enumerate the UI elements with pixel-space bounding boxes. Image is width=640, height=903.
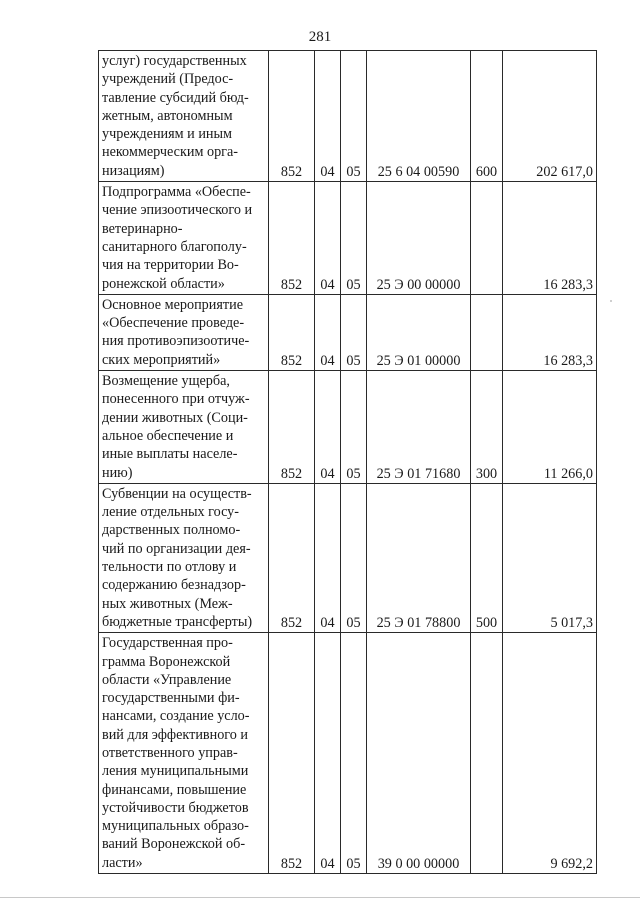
cell-amount: 9 692,2 (503, 633, 597, 874)
cell-expense-type (471, 294, 503, 370)
name-line: ния противоэпизоотиче- (102, 333, 250, 350)
cell-target-article: 39 0 00 00000 (367, 633, 471, 874)
cell-name (99, 633, 269, 874)
name-line: бюджетные трансферты) (102, 613, 253, 630)
cell-expense-type (471, 633, 503, 874)
cell-ministry: 852 (269, 182, 315, 295)
cell-amount: 16 283,3 (503, 182, 597, 295)
name-line: ветеринарно- (102, 220, 183, 237)
name-line: некоммерческим орга- (102, 144, 238, 161)
table-body (99, 51, 597, 874)
name-line: альное обеспечение и (102, 427, 234, 444)
name-line: ласти» (102, 854, 143, 871)
name-line: государственными фи- (102, 690, 240, 707)
name-line: нию) (102, 464, 133, 481)
table-row (99, 483, 597, 632)
cell-section: 04 (315, 633, 341, 874)
cell-name (99, 483, 269, 632)
name-line: жетным, автономным (102, 107, 233, 124)
cell-expense-type: 600 (471, 51, 503, 182)
page-number: 281 (308, 29, 332, 45)
name-line: дарственных полномо- (102, 522, 241, 539)
name-line: низациям) (102, 162, 165, 179)
cell-target-article: 25 Э 01 71680 (367, 371, 471, 484)
name-line: устойчивости бюджетов (102, 799, 249, 816)
name-line: финансами, повышение (102, 781, 247, 798)
name-line: «Обеспечение проведе- (102, 315, 245, 332)
cell-ministry: 852 (269, 51, 315, 182)
table-row (99, 371, 597, 484)
name-line: Основное мероприятие (102, 296, 243, 313)
cell-target-article: 25 Э 01 78800 (367, 483, 471, 632)
cell-name (99, 294, 269, 370)
name-line: услуг) государственных (102, 53, 247, 69)
name-line: ление отдельных госу- (102, 504, 239, 521)
cell-section: 04 (315, 51, 341, 182)
cell-amount: 5 017,3 (503, 483, 597, 632)
name-line: Государственная про- (102, 635, 233, 652)
name-line: Возмещение ущерба, (102, 373, 230, 390)
cell-name (99, 182, 269, 295)
cell-expense-type: 300 (471, 371, 503, 484)
name-line: Подпрограмма «Обеспе- (102, 184, 251, 201)
name-line: понесенного при отчуж- (102, 391, 250, 408)
name-line: области «Управление (102, 671, 232, 688)
name-line: ных животных (Меж- (102, 595, 233, 612)
cell-ministry: 852 (269, 483, 315, 632)
scan-artifact-dot (610, 300, 612, 302)
cell-section: 04 (315, 371, 341, 484)
name-line: чение эпизоотического и (102, 202, 253, 219)
cell-subsection: 05 (341, 294, 367, 370)
name-line: санитарного благополу- (102, 238, 247, 255)
table-row (99, 294, 597, 370)
cell-subsection: 05 (341, 633, 367, 874)
cell-section: 04 (315, 294, 341, 370)
cell-amount: 202 617,0 (503, 51, 597, 182)
scan-artifact-line (0, 897, 640, 898)
cell-name (99, 51, 269, 182)
name-line: учреждений (Предос- (102, 71, 234, 88)
cell-subsection: 05 (341, 371, 367, 484)
table-row (99, 51, 597, 182)
table-row (99, 633, 597, 874)
cell-subsection: 05 (341, 182, 367, 295)
name-line: ваний Воронежской об- (102, 836, 246, 853)
name-line: муниципальных образо- (102, 818, 249, 835)
name-line: тельности по отлову и (102, 559, 237, 576)
name-line: тавление субсидий бюд- (102, 89, 249, 106)
cell-amount: 16 283,3 (503, 294, 597, 370)
name-line: дении животных (Соци- (102, 409, 248, 426)
cell-subsection: 05 (341, 483, 367, 632)
name-line: Субвенции на осуществ- (102, 485, 252, 502)
cell-section: 04 (315, 483, 341, 632)
cell-subsection: 05 (341, 51, 367, 182)
cell-target-article: 25 6 04 00590 (367, 51, 471, 182)
name-line: чия на территории Во- (102, 257, 239, 274)
cell-target-article: 25 Э 01 00000 (367, 294, 471, 370)
name-line: ских мероприятий» (102, 351, 221, 368)
cell-amount: 11 266,0 (503, 371, 597, 484)
cell-expense-type: 500 (471, 483, 503, 632)
name-line: ления муниципальными (102, 763, 249, 780)
name-line: ответственного управ- (102, 744, 238, 761)
name-line: учреждениям и иным (102, 126, 233, 143)
name-line: грамма Воронежской (102, 653, 231, 670)
name-line: вий для эффективного и (102, 726, 248, 743)
name-line: чий по организации дея- (102, 540, 251, 557)
cell-ministry: 852 (269, 294, 315, 370)
cell-ministry: 852 (269, 633, 315, 874)
cell-ministry: 852 (269, 371, 315, 484)
table-row (99, 182, 597, 295)
budget-table (98, 50, 597, 874)
cell-section: 04 (315, 182, 341, 295)
cell-target-article: 25 Э 00 00000 (367, 182, 471, 295)
name-line: иные выплаты населе- (102, 446, 238, 463)
name-line: нансами, создание усло- (102, 708, 250, 725)
name-line: ронежской области» (102, 275, 225, 292)
cell-name (99, 371, 269, 484)
cell-expense-type (471, 182, 503, 295)
name-line: содержанию безнадзор- (102, 577, 246, 594)
